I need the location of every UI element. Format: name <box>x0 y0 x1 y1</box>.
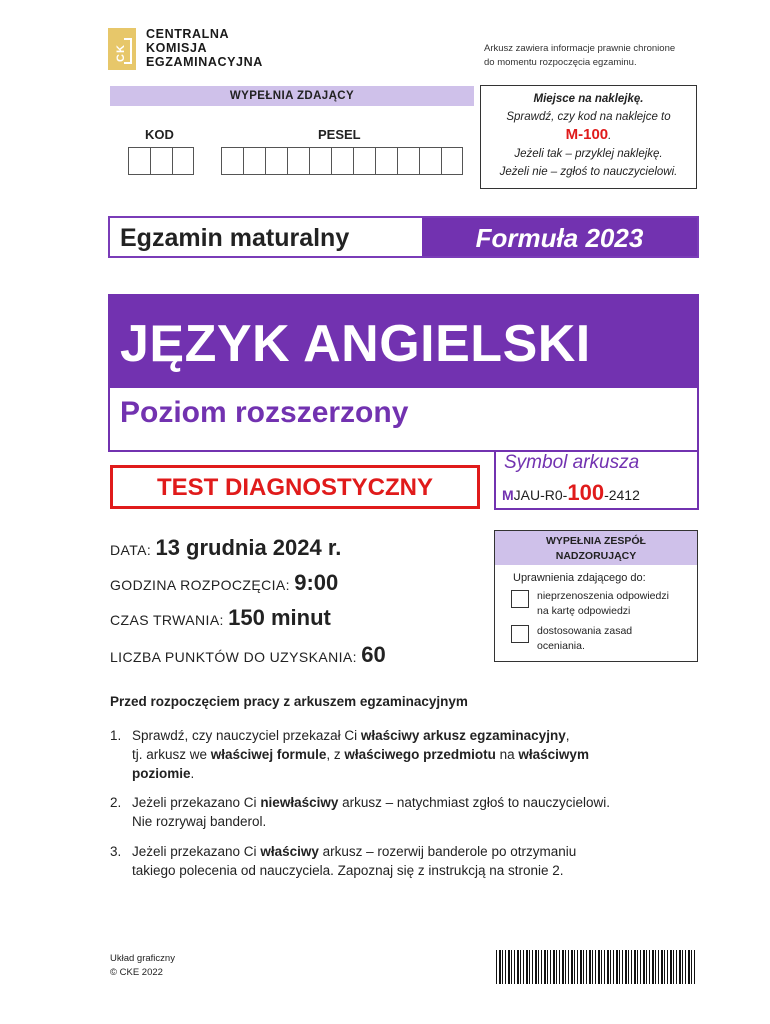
sticker-code: M-100 <box>565 126 609 143</box>
permissions-label: Uprawnienia zdającego do: <box>513 572 646 584</box>
item-bold: właściwego przedmiotu <box>344 747 496 762</box>
symbol-number: 100 <box>567 480 605 505</box>
duration-value: 150 minut <box>228 605 331 630</box>
logo-bracket <box>124 38 132 64</box>
legal-notice <box>484 42 675 70</box>
symbol-suffix: -2412 <box>604 487 640 503</box>
kod-box[interactable] <box>150 147 172 175</box>
kod-field[interactable] <box>128 147 194 175</box>
item-bold: właściwym <box>518 747 589 762</box>
item-text: . <box>190 766 195 781</box>
instruction-item <box>110 726 710 783</box>
subject-block <box>108 294 699 452</box>
option-line: nieprzenoszenia odpowiedzi <box>537 590 669 602</box>
start-time-row <box>110 570 338 596</box>
date-label: DATA: <box>110 542 152 558</box>
supervisor-header <box>495 531 697 565</box>
kod-box[interactable] <box>128 147 150 175</box>
notice-line: Arkusz zawiera informacje prawnie chronione <box>484 43 676 54</box>
exam-strip <box>108 216 699 258</box>
item-text: , z <box>326 747 345 762</box>
pesel-box[interactable] <box>243 147 265 175</box>
option-line: na kartę odpowiedzi <box>537 605 631 617</box>
symbol-label: Symbol arkusza <box>504 452 640 473</box>
item-number: 1. <box>110 728 122 743</box>
logo-line: KOMISJA <box>146 41 208 55</box>
item-text: Sprawdź, czy nauczyciel przekazał Ci <box>132 728 361 743</box>
item-number: 2. <box>110 795 122 810</box>
instruction-item <box>110 793 710 831</box>
sticker-line: Jeżeli tak – przyklej naklejkę. <box>514 148 663 160</box>
points-value: 60 <box>361 642 386 667</box>
exam-name: Egzamin maturalny <box>120 224 350 252</box>
item-number: 3. <box>110 844 122 859</box>
logo-line: CENTRALNA <box>146 27 230 41</box>
item-text: Jeżeli przekazano Ci <box>132 844 261 859</box>
exam-formula: Formuła 2023 <box>422 218 697 256</box>
item-text: Jeżeli przekazano Ci <box>132 795 261 810</box>
pesel-box[interactable] <box>441 147 463 175</box>
start-time-label: GODZINA ROZPOCZĘCIA: <box>110 577 290 593</box>
footer-line: © CKE 2022 <box>110 967 163 978</box>
sticker-code-line <box>481 126 696 145</box>
pesel-box[interactable] <box>353 147 375 175</box>
fill-header: WYPEŁNIA ZDAJĄCY <box>110 86 474 106</box>
sticker-title: Miejsce na naklejkę. <box>533 93 644 105</box>
test-label: TEST DIAGNOSTYCZNY <box>110 465 480 509</box>
logo-mark-text: CK <box>115 44 127 62</box>
item-bold: właściwy <box>260 844 319 859</box>
pesel-box[interactable] <box>331 147 353 175</box>
sticker-line: Sprawdź, czy kod na naklejce to <box>506 111 671 123</box>
pesel-box[interactable] <box>375 147 397 175</box>
subject-name: JĘZYK ANGIELSKI <box>110 296 697 388</box>
item-text: arkusz – rozerwij banderole po otrzymaniu <box>318 844 577 859</box>
pesel-box[interactable] <box>309 147 331 175</box>
barcode <box>496 950 696 984</box>
footer-line: Układ graficzny <box>110 953 175 964</box>
date-row <box>110 535 341 561</box>
subject-level: Poziom rozszerzony <box>120 396 409 429</box>
points-label: LICZBA PUNKTÓW DO UZYSKANIA: <box>110 649 357 665</box>
sticker-placeholder <box>480 85 697 189</box>
duration-row <box>110 605 331 631</box>
symbol-part: JAU-R0- <box>513 487 568 503</box>
pesel-box[interactable] <box>265 147 287 175</box>
start-time-value: 9:00 <box>294 570 339 595</box>
pesel-box[interactable] <box>397 147 419 175</box>
supervisor-header-line: WYPEŁNIA ZESPÓŁ <box>546 535 646 547</box>
symbol-box <box>494 450 699 510</box>
option-line: dostosowania zasad <box>537 625 633 637</box>
kod-box[interactable] <box>172 147 194 175</box>
duration-label: CZAS TRWANIA: <box>110 612 224 628</box>
points-row <box>110 642 386 668</box>
adapted-rules-checkbox[interactable] <box>511 625 529 643</box>
symbol-prefix: M <box>502 487 514 503</box>
pesel-box[interactable] <box>287 147 309 175</box>
sticker-line: Jeżeli nie – zgłoś to nauczycielowi. <box>499 166 678 178</box>
item-text: tj. arkusz we <box>132 747 211 762</box>
adapted-rules-label <box>537 624 632 654</box>
date-value: 13 grudnia 2024 r. <box>155 535 342 560</box>
item-bold: właściwy arkusz egzaminacyjny <box>360 728 566 743</box>
no-transfer-label <box>537 589 669 619</box>
sticker-code-suffix: . <box>608 130 612 142</box>
item-text: Nie rozrywaj banderol. <box>132 814 267 829</box>
pesel-box[interactable] <box>419 147 441 175</box>
cke-logo-text <box>146 27 263 69</box>
instructions-heading: Przed rozpoczęciem pracy z arkuszem egzaminacyjnym <box>110 694 468 709</box>
item-bold: niewłaściwy <box>260 795 339 810</box>
item-text: , <box>565 728 570 743</box>
footer <box>110 952 175 980</box>
supervisor-box <box>494 530 698 662</box>
supervisor-header-line: NADZORUJĄCY <box>555 550 637 562</box>
item-text: takiego polecenia od nauczyciela. Zapoznaj się z instrukcją na stronie 2. <box>132 863 564 878</box>
cke-logo-mark <box>108 28 136 70</box>
item-text: arkusz – natychmiast zgłoś to nauczycielowi. <box>338 795 610 810</box>
pesel-field[interactable] <box>221 147 463 175</box>
no-transfer-checkbox[interactable] <box>511 590 529 608</box>
kod-label: KOD <box>145 127 174 142</box>
pesel-box[interactable] <box>221 147 243 175</box>
instruction-item <box>110 842 710 880</box>
item-bold: poziomie <box>132 766 191 781</box>
option-line: oceniania. <box>537 640 585 652</box>
logo-line: EGZAMINACYJNA <box>146 55 263 69</box>
notice-line: do momentu rozpoczęcia egzaminu. <box>484 57 637 68</box>
pesel-label: PESEL <box>318 127 361 142</box>
symbol-code <box>502 480 640 506</box>
item-text: na <box>495 747 519 762</box>
item-bold: właściwej formule <box>210 747 327 762</box>
